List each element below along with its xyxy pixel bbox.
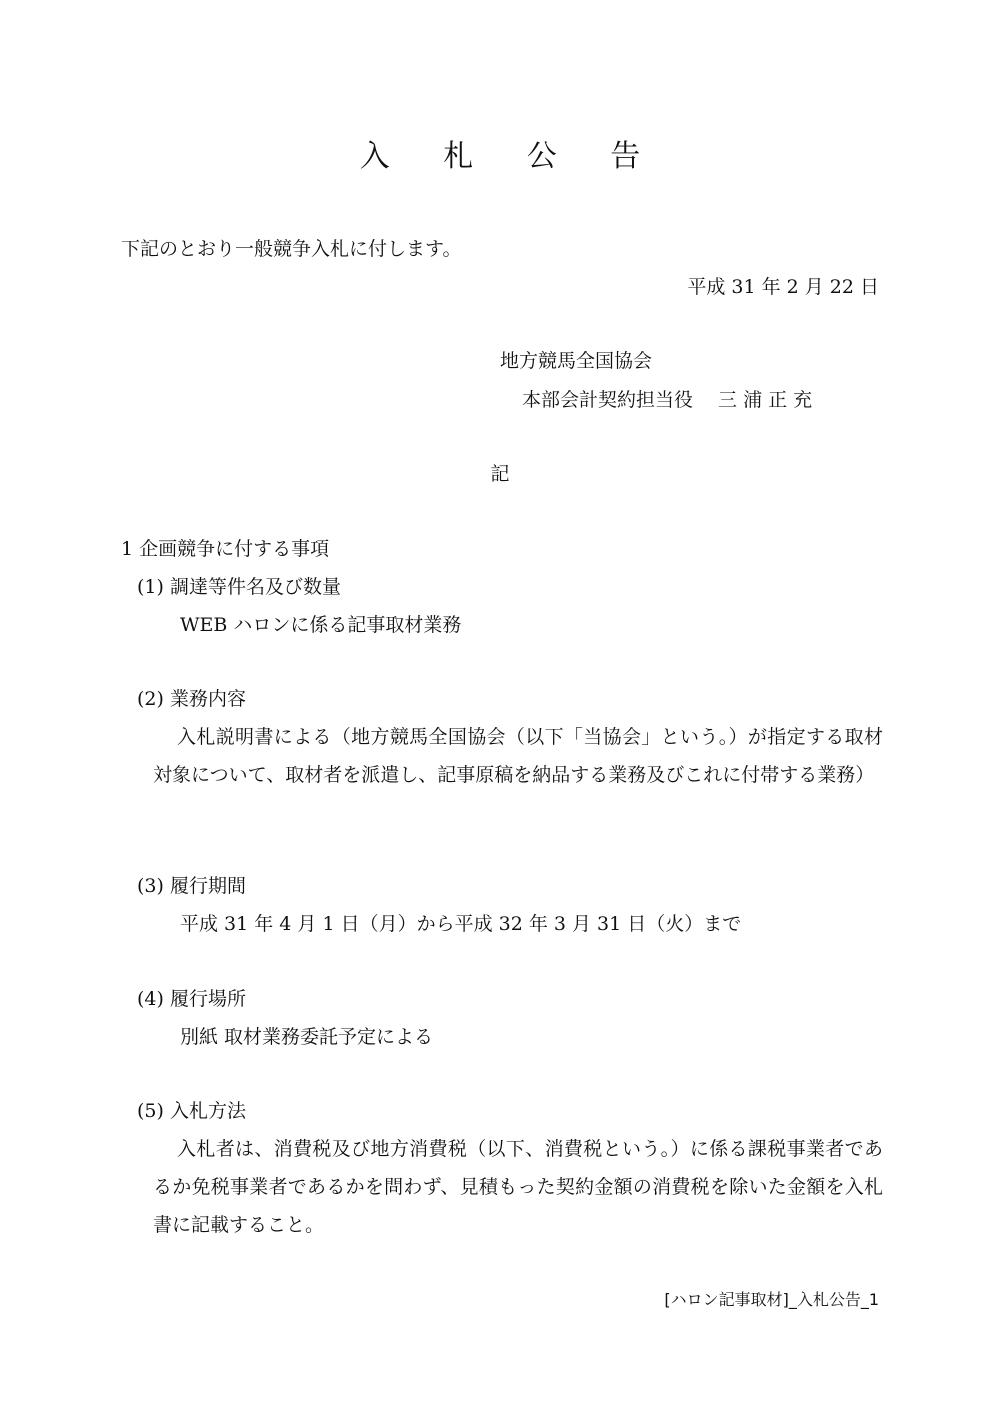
issuer-officer: 本部会計契約担当役 三 浦 正 充 <box>522 389 813 411</box>
item-1-body: WEB ハロンに係る記事取材業務 <box>180 614 462 636</box>
item-3-label: (3) 履行期間 <box>137 875 246 897</box>
issuer-organization: 地方競馬全国協会 <box>500 350 653 372</box>
item-5-body: 入札者は、消費税及び地方消費税（以下、消費税という。）に係る課税事業者であるか免税事業者であるかを問わず、見積もった契約金額の消費税を除いた金額を入札書に記載すること。 <box>153 1138 883 1236</box>
item-2-label: (2) 業務内容 <box>137 688 246 710</box>
item-3-body: 平成 31 年 4 月 1 日（月）から平成 32 年 3 月 31 日（火）まで <box>180 913 742 935</box>
item-1-label: (1) 調達等件名及び数量 <box>137 576 341 598</box>
issue-date: 平成 31 年 2 月 22 日 <box>687 276 879 298</box>
item-5-label: (5) 入札方法 <box>137 1100 246 1122</box>
section-1-heading: 1 企画競争に付する事項 <box>121 538 330 560</box>
intro-text: 下記のとおり一般競争入札に付します。 <box>121 238 462 260</box>
item-2-body: 入札説明書による（地方競馬全国協会（以下「当協会」という。）が指定する取材対象について、取材者を派遣し、記事原稿を納品する業務及びこれに付帯する業務） <box>153 726 883 786</box>
document-title: 入 札 公 告 <box>359 139 663 174</box>
ki-heading: 記 <box>490 463 510 485</box>
page-footer: [ハロン記事取材]_入札公告_1 <box>664 1290 879 1309</box>
item-4-label: (4) 履行場所 <box>137 988 246 1010</box>
item-4-body: 別紙 取材業務委託予定による <box>180 1026 434 1048</box>
